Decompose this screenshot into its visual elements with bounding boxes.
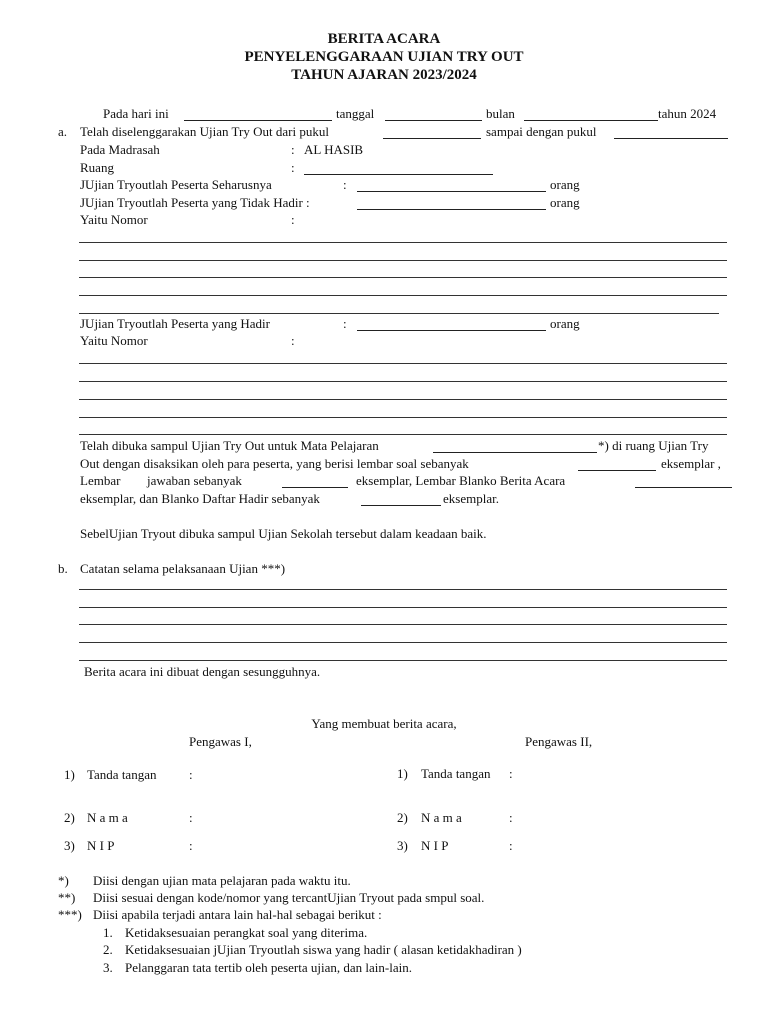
nip-right-colon: : (509, 838, 513, 853)
title-line-1: BERITA ACARA (327, 31, 441, 47)
absent-ids-line[interactable] (79, 260, 727, 261)
jawaban-count-field[interactable] (282, 487, 348, 488)
nip-right-label: N I P (421, 838, 449, 853)
nip-left-colon: : (189, 838, 193, 853)
footnote-3-mark: ***) (58, 907, 82, 922)
opened-line-2a: Out dengan disaksikan oleh para peserta, yang berisi lembar soal sebanyak (80, 456, 469, 471)
present-ids-line[interactable] (79, 399, 727, 400)
footnote-3-text: Diisi apabila terjadi antara lain hal-hal sebagai berikut : (93, 907, 382, 922)
nip-left-num: 3) (64, 838, 75, 853)
present-ids-label: Yaitu Nomor (80, 333, 148, 348)
berita-acara-count-field[interactable] (635, 487, 732, 488)
should-attend-field[interactable] (357, 191, 546, 192)
ruang-field[interactable] (304, 174, 493, 175)
closing-text: Berita acara ini dibuat dengan sesungguhnya. (84, 664, 321, 679)
hari-field[interactable] (184, 120, 332, 121)
footnote-item-num: 1. (103, 925, 113, 940)
tanggal-field[interactable] (385, 120, 482, 121)
footnote-item-text: Pelanggaran tata tertib oleh peserta ujian, dan lain-lain. (125, 960, 412, 975)
should-attend-label: JUjian Tryoutlah Peserta Seharusnya (80, 177, 272, 192)
notes-line[interactable] (79, 642, 727, 643)
intro-tahun-label: tahun 2024 (658, 106, 717, 121)
pengawas-2-title: Pengawas II, (525, 734, 593, 749)
present-colon: : (343, 316, 347, 331)
absent-ids-colon: : (291, 212, 295, 227)
signatures-heading: Yang membuat berita acara, (311, 716, 457, 731)
notes-line[interactable] (79, 624, 727, 625)
opened-line-3-jawaban: jawaban sebanyak (147, 473, 242, 488)
title-line-3: TAHUN AJARAN 2023/2024 (291, 67, 477, 83)
end-time-field[interactable] (614, 138, 728, 139)
footnote-1-text: Diisi dengan ujian mata pelajaran pada waktu itu. (93, 873, 351, 888)
absent-ids-label: Yaitu Nomor (80, 212, 148, 227)
absent-ids-line[interactable] (79, 295, 727, 296)
notes-line[interactable] (79, 660, 727, 661)
present-ids-line[interactable] (79, 381, 727, 382)
section-b-marker: b. (58, 561, 68, 576)
present-unit: orang (550, 316, 580, 331)
held-text: Telah diselenggarakan Ujian Try Out dari pukul (80, 124, 329, 139)
absent-ids-line[interactable] (79, 313, 719, 314)
ruang-label: Ruang (80, 160, 114, 175)
intro-bulan-label: bulan (486, 106, 515, 121)
sig-right-label: Tanda tangan (421, 766, 491, 781)
condition-text: SebelUjian Tryout dibuka sampul Ujian Sekolah tersebut dalam keadaan baik. (80, 526, 487, 541)
name-left-colon: : (189, 810, 193, 825)
notes-line[interactable] (79, 589, 727, 590)
madrasah-label: Pada Madrasah (80, 142, 160, 157)
footnote-item-num: 3. (103, 960, 113, 975)
madrasah-colon: : (291, 142, 295, 157)
should-attend-unit: orang (550, 177, 580, 192)
present-label: JUjian Tryoutlah Peserta yang Hadir (80, 316, 270, 331)
soal-count-field[interactable] (578, 470, 656, 471)
opened-line-4b: eksemplar. (443, 491, 499, 506)
subject-field[interactable] (433, 452, 597, 453)
absent-field[interactable] (357, 209, 546, 210)
footnote-2-mark: **) (58, 890, 76, 905)
pengawas-1-title: Pengawas I, (189, 734, 252, 749)
absent-ids-line[interactable] (79, 277, 727, 278)
sig-right-colon: : (509, 766, 513, 781)
absent-ids-line[interactable] (79, 242, 727, 243)
should-attend-colon: : (343, 177, 347, 192)
footnote-2-text: Diisi sesuai dengan kode/nomor yang tercantUjian Tryout pada smpul soal. (93, 890, 485, 905)
footnote-1-mark: *) (58, 873, 69, 888)
nip-left-label: N I P (87, 838, 115, 853)
opened-line-3-eks: eksemplar, Lembar Blanko Berita Acara (356, 473, 566, 488)
present-ids-line[interactable] (79, 417, 727, 418)
opened-line-1b: *) di ruang Ujian Try (598, 438, 709, 453)
intro-tanggal-label: tanggal (336, 106, 375, 121)
section-a-marker: a. (58, 124, 68, 139)
madrasah-value: AL HASIB (304, 142, 364, 157)
opened-line-2b: eksemplar , (661, 456, 721, 471)
name-right-num: 2) (397, 810, 408, 825)
title-line-2: PENYELENGGARAAN UJIAN TRY OUT (244, 49, 524, 65)
name-right-label: N a m a (421, 810, 462, 825)
daftar-hadir-count-field[interactable] (361, 505, 441, 506)
name-left-label: N a m a (87, 810, 128, 825)
sig-left-colon: : (189, 767, 193, 782)
present-ids-line[interactable] (79, 434, 727, 435)
notes-label: Catatan selama pelaksanaan Ujian ***) (80, 561, 286, 576)
nip-right-num: 3) (397, 838, 408, 853)
opened-line-1a: Telah dibuka sampul Ujian Try Out untuk Mata Pelajaran (80, 438, 379, 453)
sig-left-num: 1) (64, 767, 75, 782)
present-field[interactable] (357, 330, 546, 331)
absent-unit: orang (550, 195, 580, 210)
until-text: sampai dengan pukul (486, 124, 597, 139)
name-right-colon: : (509, 810, 513, 825)
footnote-item-num: 2. (103, 942, 113, 957)
name-left-num: 2) (64, 810, 75, 825)
sig-right-num: 1) (397, 766, 408, 781)
footnote-item-text: Ketidaksesuaian jUjian Tryoutlah siswa yang hadir ( alasan ketidakhadiran ) (125, 942, 522, 957)
absent-label: JUjian Tryoutlah Peserta yang Tidak Hadir : (80, 195, 310, 210)
bulan-field[interactable] (524, 120, 658, 121)
present-ids-line[interactable] (79, 363, 727, 364)
footnote-item-text: Ketidaksesuaian perangkat soal yang diterima. (125, 925, 368, 940)
notes-line[interactable] (79, 607, 727, 608)
ruang-colon: : (291, 160, 295, 175)
opened-line-3-lembar: Lembar (80, 473, 121, 488)
start-time-field[interactable] (383, 138, 481, 139)
opened-line-4a: eksemplar, dan Blanko Daftar Hadir sebanyak (80, 491, 320, 506)
intro-hari-label: Pada hari ini (103, 106, 169, 121)
sig-left-label: Tanda tangan (87, 767, 157, 782)
present-ids-colon: : (291, 333, 295, 348)
